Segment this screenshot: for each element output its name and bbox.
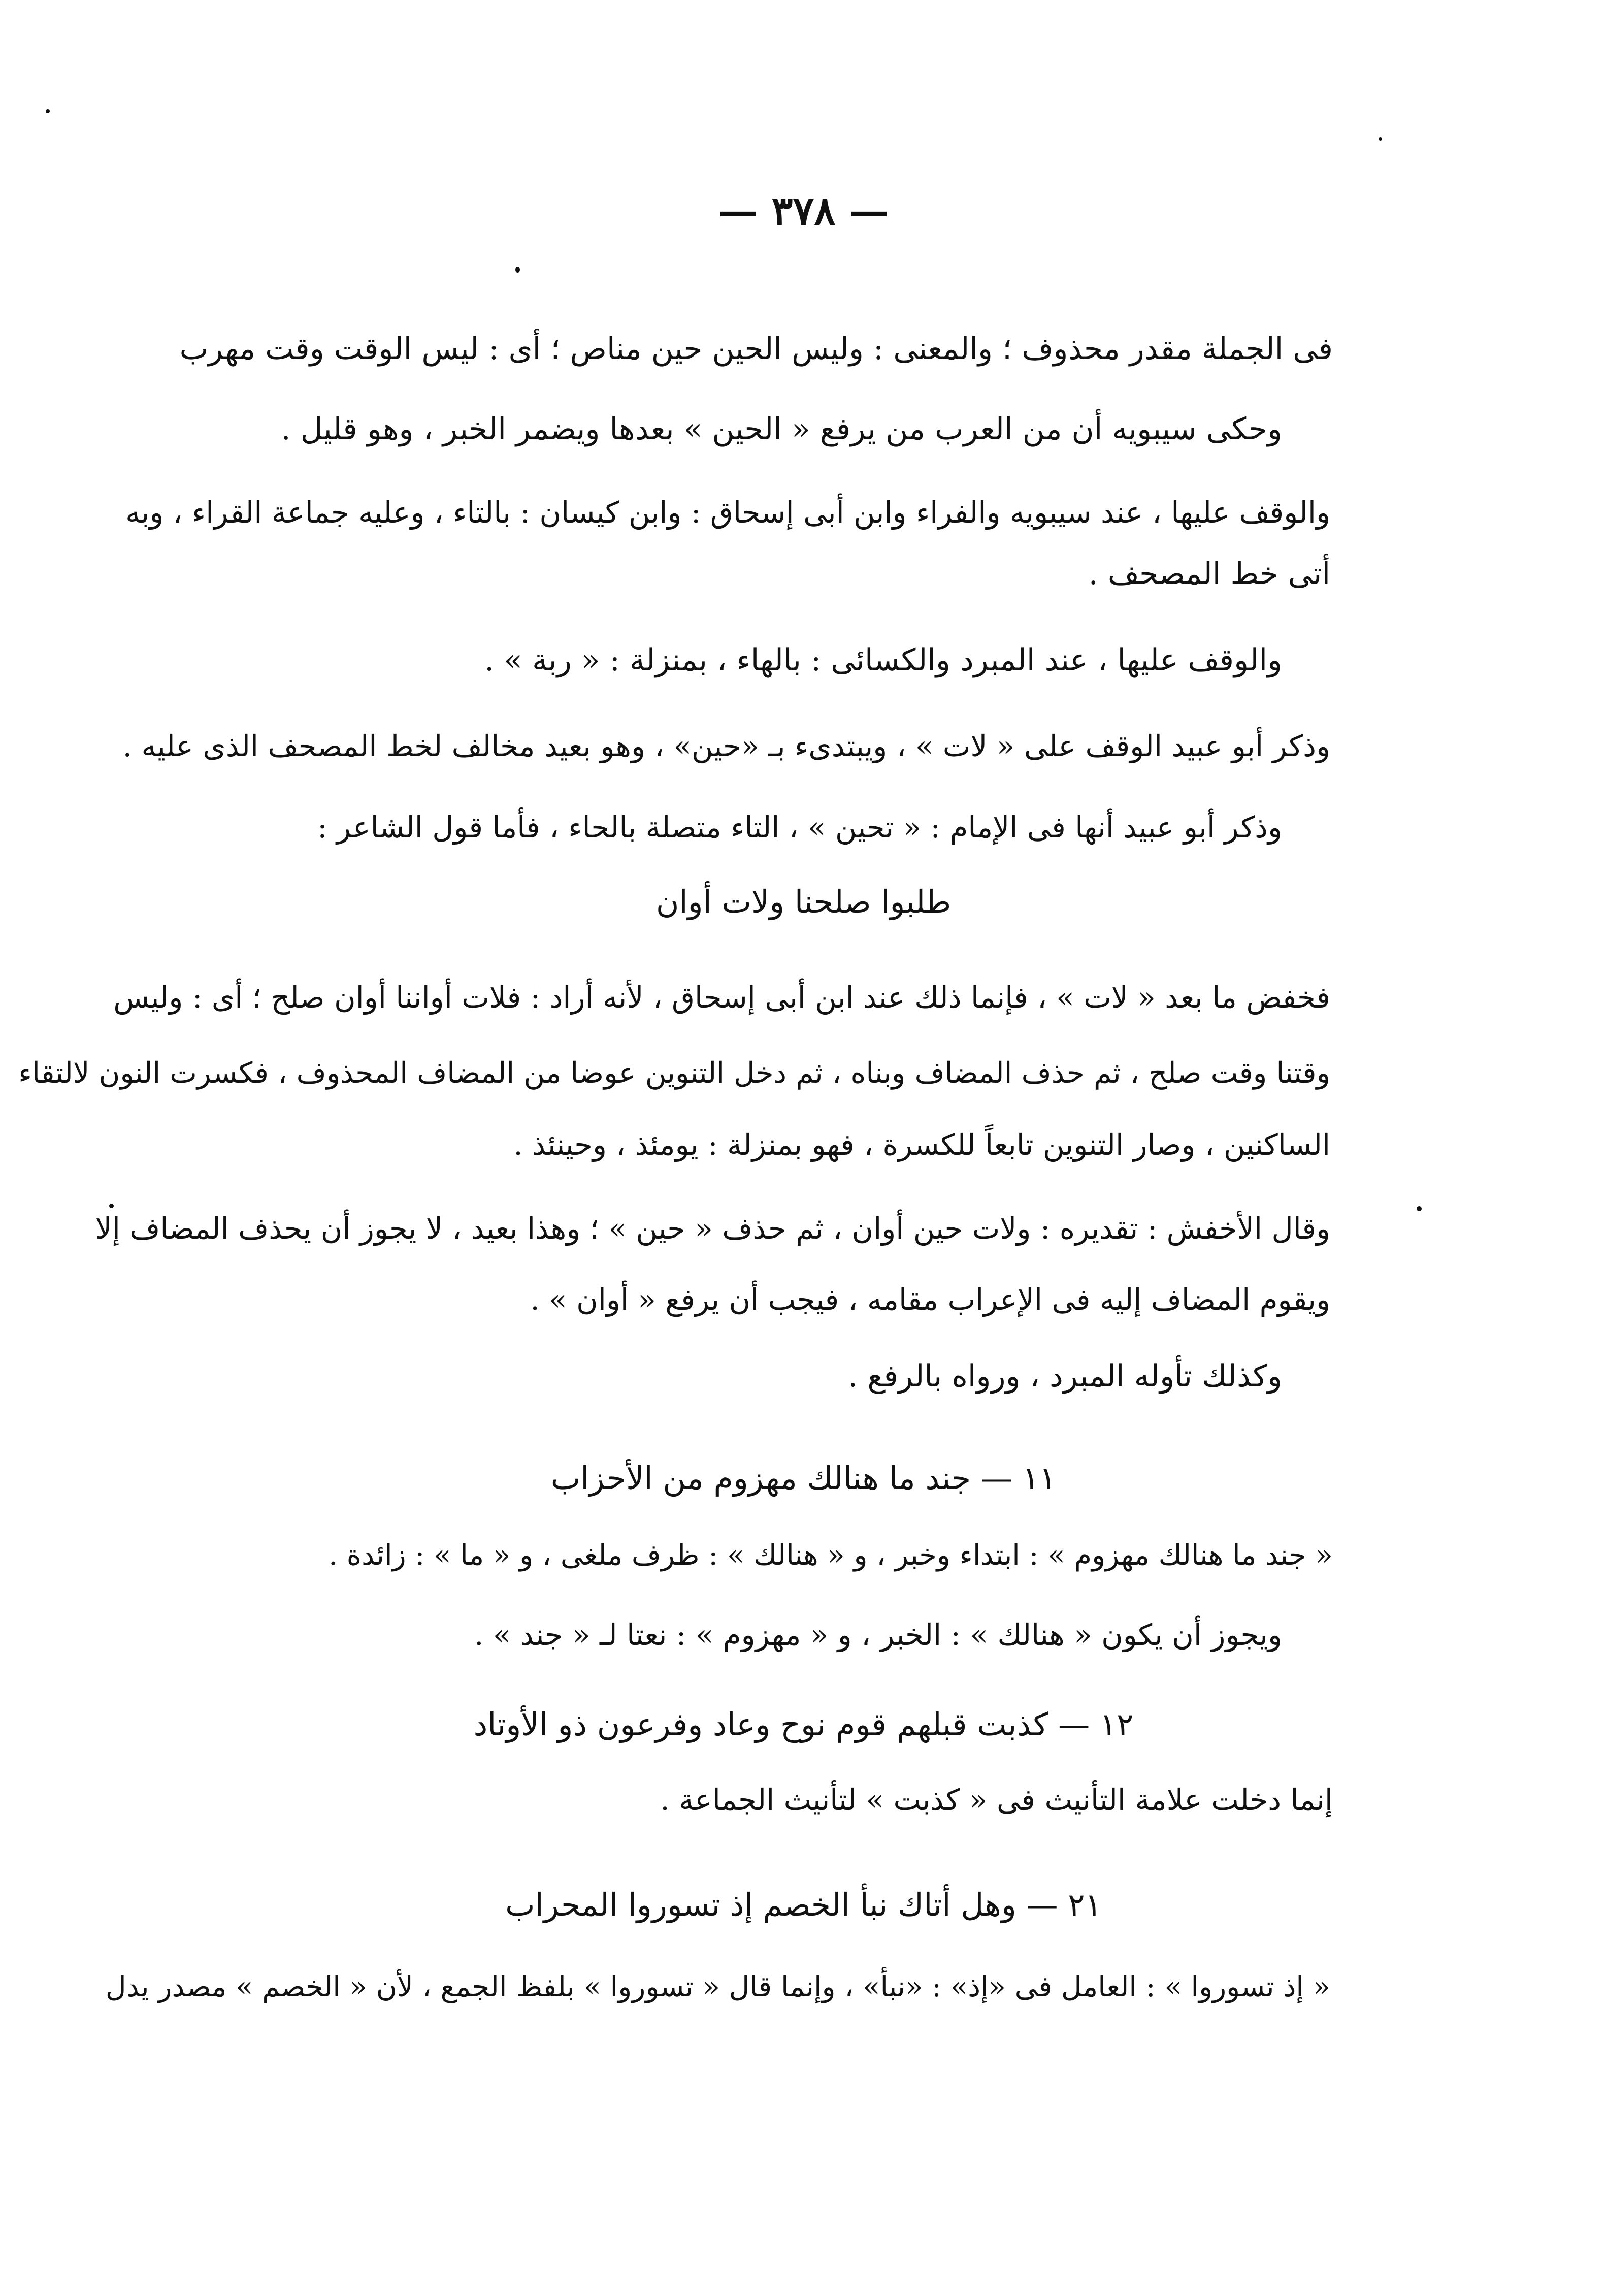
page-number: — ٣٧٨ — <box>718 188 889 234</box>
text-line: « إذ تسوروا » : العامل فى «إذ» : «نبأ» ، وإنما قال « تسوروا » بلفظ الجمع ، لأن « الخصم » مصدر يدل <box>105 1970 1330 2003</box>
text-line: وقتنا وقت صلح ، ثم حذف المضاف وبناه ، ثم دخل التنوين عوضا من المضاف المحذوف ، فكسرت النون لالتقاء <box>18 1056 1330 1090</box>
verse-heading: ٢١ — وهل أتاك نبأ الخصم إذ تسوروا المحراب <box>505 1886 1102 1923</box>
text-line: الساكنين ، وصار التنوين تابعاً للكسرة ، فهو بمنزلة : يومئذ ، وحينئذ . <box>513 1127 1330 1162</box>
text-line: وكذلك تأوله المبرد ، ورواه بالرفع . <box>848 1359 1282 1394</box>
text-line: ويقوم المضاف إليه فى الإعراب مقامه ، فيجب أن يرفع « أوان » . <box>530 1282 1330 1317</box>
text-line: وذكر أبو عبيد الوقف على « لات » ، ويبتدىء بـ «حين» ، وهو بعيد مخالف لخط المصحف الذى عليه . <box>122 729 1330 763</box>
text-line: إنما دخلت علامة التأنيث فى « كذبت » لتأنيث الجماعة . <box>660 1783 1333 1817</box>
text-line: وذكر أبو عبيد أنها فى الإمام : « تحين » ، التاء متصلة بالحاء ، فأما قول الشاعر : <box>317 810 1282 845</box>
scan-speck <box>109 1204 114 1208</box>
text-line: فخفض ما بعد « لات » ، فإنما ذلك عند ابن أبى إسحاق ، لأنه أراد : فلات أواننا أوان صلح ؛ أى : وليس <box>113 980 1330 1015</box>
verse-heading: ١١ — جند ما هنالك مهزوم من الأحزاب <box>550 1460 1057 1497</box>
scan-speck <box>1417 1206 1422 1211</box>
text-line: أتى خط المصحف . <box>1088 556 1330 592</box>
scan-speck <box>1379 137 1382 141</box>
text-line: والوقف عليها ، عند المبرد والكسائى : بالهاء ، بمنزلة : « ربة » . <box>484 642 1282 678</box>
text-line: « جند ما هنالك مهزوم » : ابتداء وخبر ، و « هنالك » : ظرف ملغى ، و « ما » : زائدة . <box>329 1539 1333 1572</box>
text-line: وقال الأخفش : تقديره : ولات حين أوان ، ثم حذف « حين » ؛ وهذا بعيد ، لا يجوز أن يحذف المضاف إلا <box>95 1211 1330 1246</box>
text-line: وحكى سيبويه أن من العرب من يرفع « الحين » بعدها ويضمر الخبر ، وهو قليل . <box>281 411 1282 447</box>
scan-speck <box>515 267 520 273</box>
text-line: والوقف عليها ، عند سيبويه والفراء وابن أبى إسحاق : وابن كيسان : بالتاء ، وعليه جماعة القراء ، وبه <box>125 495 1330 530</box>
text-line: ويجوز أن يكون « هنالك » : الخبر ، و « مهزوم » : نعتا لـ « جند » . <box>474 1618 1282 1652</box>
text-line: فى الجملة مقدر محذوف ؛ والمعنى : وليس الحين حين مناص ؛ أى : ليس الوقت وقت مهرب <box>179 331 1333 367</box>
verse-heading: ١٢ — كذبت قبلهم قوم نوح وعاد وفرعون ذو الأوتاد <box>473 1706 1134 1743</box>
verse-line: طلبوا صلحنا ولات أوان <box>655 883 952 920</box>
scan-speck <box>46 109 50 113</box>
